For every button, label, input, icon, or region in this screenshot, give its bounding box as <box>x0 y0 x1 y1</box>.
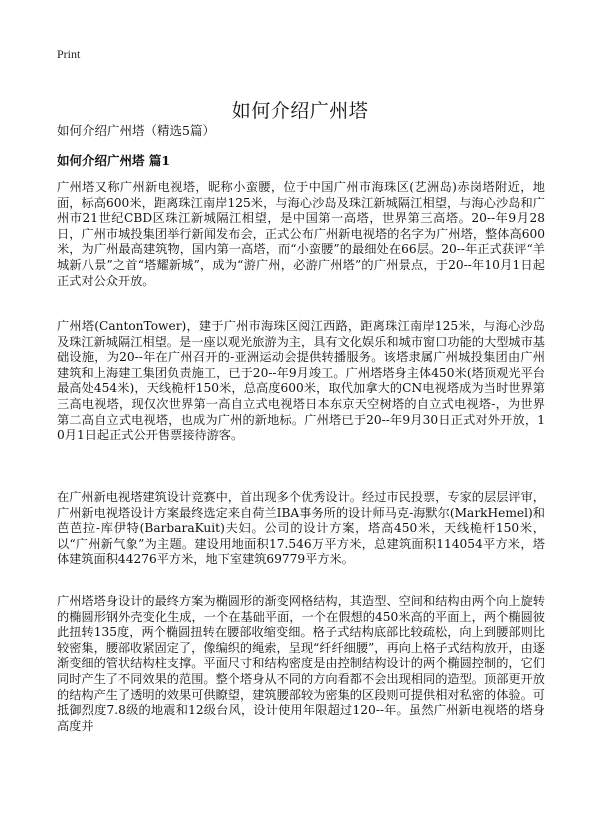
document-subtitle: 如何介绍广州塔（精选5篇） <box>57 123 215 138</box>
paragraph-2: 广州塔(CantonTower)，建于广州市海珠区阅江西路，距离珠江南岸125米，与海心沙岛及珠江新城隔江相望。是一座以观光旅游为主，具有文化娱乐和城市窗口功能的大型城市基础设施，为20--年在广州召开的-亚洲运动会提供转播服务。该塔隶属广州城投集团由广州建筑和上海建工集团负责施工，已于20--年9月竣工。广州塔塔身主体450米(塔顶观光平台最高处454米)，天线桅杆150米，总高度600米，取代加拿大的CN电视塔成为当时世界第三高电视塔，现仅次世界第一高自立式电视塔日本东京天空树塔的自立式电视塔-，为世界第二高自立式电视塔，也成为广州的新地标。广州塔已于20--年9月30日正式对外开放，10月1日起正式公开售票接待游客。 <box>57 319 545 443</box>
page-title: 如何介绍广州塔 <box>231 99 369 122</box>
paragraph-3: 在广州新电视塔建筑设计竞赛中，首出现多个优秀设计。经过市民投票，专家的层层评审，广州新电视塔设计方案最终选定来自荷兰IBA事务所的设计师马克-海默尔(MarkHemel)和芭芭拉-库伊特(BarbaraKuit)夫妇。公司的设计方案，塔高450米，天线桅杆150米，以“广州新气象”为主题。建设用地面积17.546万平方米，总建筑面积114054平方米，塔体建筑面积44276平方米，地下室建筑69779平方米。 <box>57 490 545 567</box>
section-heading: 如何介绍广州塔 篇1 <box>57 153 171 168</box>
paragraph-4: 广州塔塔身设计的最终方案为椭圆形的渐变网格结构，其造型、空间和结构由两个向上旋转的椭圆形钢外壳变化生成，一个在基础平面，一个在假想的450米高的平面上，两个椭圆彼此扭转135度，两个椭圆扭转在腰部收缩变细。格子式结构底部比较疏松，向上到腰部则比较密集，腰部收紧固定了，像编织的绳索，呈现“纤纤细腰”，再向上格子式结构放开，由逐渐变细的管状结构柱支撑。平面尺寸和结构密度是由控制结构设计的两个椭圆控制的，它们同时产生了不同效果的范围。整个塔身从不同的方向看都不会出现相同的造型。顶部更开放的结构产生了透明的效果可供瞭望，建筑腰部较为密集的区段则可提供相对私密的体验。可抵御烈度7.8级的地震和12级台风，设计使用年限超过120--年。虽然广州新电视塔的塔身高度并 <box>57 594 545 733</box>
print-label: Print <box>57 47 81 61</box>
paragraph-1: 广州塔又称广州新电视塔，昵称小蛮腰，位于中国广州市海珠区(艺洲岛)赤岗塔附近，地面，标高600米，距离珠江南岸125米，与海心沙岛及珠江新城隔江相望，与海心沙岛和广州市21世纪CBD区珠江新城隔江相望，是中国第一高塔，世界第三高塔。20--年9月28日，广州市城投集团举行新闻发布会，正式公布广州新电视塔的名字为广州塔，整体高600米，为广州最高建筑物，国内第一高塔，而“小蛮腰”的最细处在66层。20--年正式获评“羊城新八景”之首“塔耀新城”，成为“游广州，必游广州塔”的广州景点，于20--年10月1日起正式对公众开放。 <box>57 180 545 288</box>
